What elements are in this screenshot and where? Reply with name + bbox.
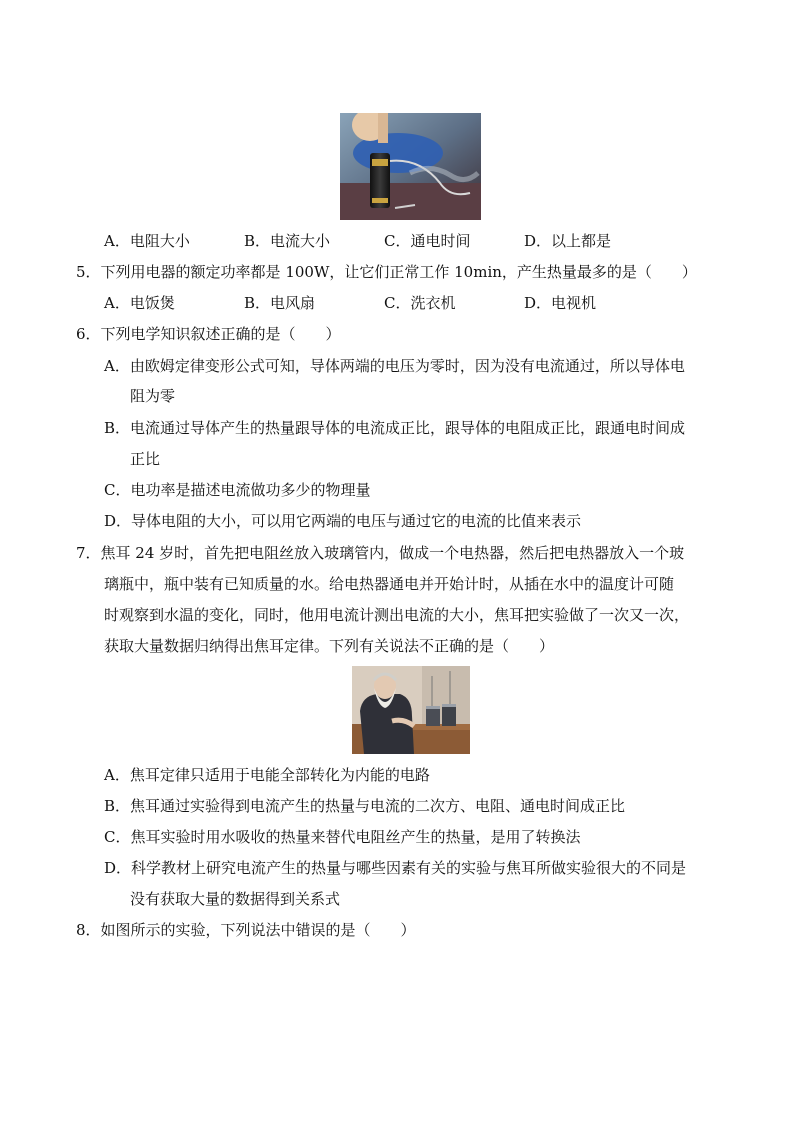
q7-stem-line4: 获取大量数据归纳得出焦耳定律。下列有关说法不正确的是（ ） <box>104 637 555 655</box>
q6-option-d: D．导体电阻的大小，可以用它两端的电压与通过它的电流的比值来表示 <box>104 512 582 530</box>
q7-option-a: A．焦耳定律只适用于电能全部转化为内能的电路 <box>104 766 430 784</box>
q6-option-a-line2: 阻为零 <box>130 387 176 405</box>
q5-option-d: D．电视机 <box>524 294 597 312</box>
joule-portrait-photo <box>352 666 470 754</box>
q7-option-d-line1: D．科学教材上研究电流产生的热量与哪些因素有关的实验与焦耳所做实验很大的不同是 <box>104 859 687 877</box>
q7-option-d-line2: 没有获取大量的数据得到关系式 <box>130 890 341 908</box>
q5-option-a: A．电饭煲 <box>104 294 175 312</box>
q7-stem-line2: 璃瓶中，瓶中装有已知质量的水。给电热器通电并开始计时，从插在水中的温度计可随 <box>104 575 675 593</box>
q6-option-b-line2: 正比 <box>130 450 161 468</box>
q4-option-b: B．电流大小 <box>244 232 331 250</box>
q6-option-a-line1: A．由欧姆定律变形公式可知，导体两端的电压为零时，因为没有电流通过，所以导体电 <box>104 357 685 375</box>
q7-stem-line1: 7．焦耳 24 岁时，首先把电阻丝放入玻璃管内，做成一个电热器，然后把电热器放入一个玻 <box>76 544 685 562</box>
q7-option-c: C．焦耳实验时用水吸收的热量来替代电阻丝产生的热量，是用了转换法 <box>104 828 581 846</box>
q7-stem-line3: 时观察到水温的变化，同时，他用电流计测出电流的大小，焦耳把实验做了一次又一次， <box>104 606 690 624</box>
q7-option-b: B．焦耳通过实验得到电流产生的热量与电流的二次方、电阻、通电时间成正比 <box>104 797 626 815</box>
q6-stem: 6．下列电学知识叙述正确的是（ ） <box>76 325 341 343</box>
battery-foil-photo <box>340 113 481 220</box>
q8-stem: 8．如图所示的实验，下列说法中错误的是（ ） <box>76 921 416 939</box>
q5-option-c: C．洗衣机 <box>384 294 456 312</box>
q4-option-c: C．通电时间 <box>384 232 471 250</box>
q6-option-b-line1: B．电流通过导体产生的热量跟导体的电流成正比，跟导体的电阻成正比，跟通电时间成 <box>104 419 686 437</box>
q4-option-a: A．电阻大小 <box>104 232 190 250</box>
q5-option-b: B．电风扇 <box>244 294 316 312</box>
q6-option-c: C．电功率是描述电流做功多少的物理量 <box>104 481 371 499</box>
q4-option-d: D．以上都是 <box>524 232 612 250</box>
q5-stem: 5．下列用电器的额定功率都是 100W，让它们正常工作 10min，产生热量最多的是（ ） <box>76 263 697 281</box>
q5-options <box>104 293 664 313</box>
q4-options <box>104 231 664 251</box>
